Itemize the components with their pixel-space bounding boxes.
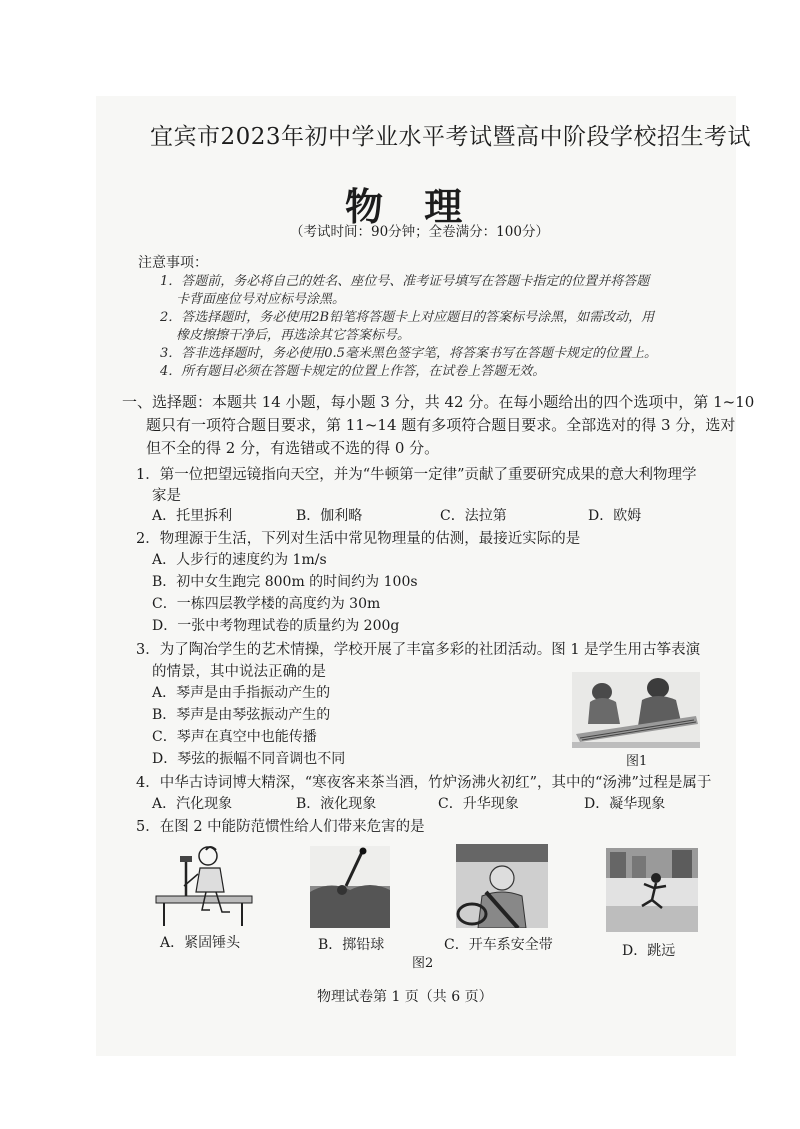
notice-item: 2．答选择题时，务必使用2B铅笔将答题卡上对应题目的答案标号涂黑，如需改动，用: [160, 310, 655, 325]
question-1-stem: 家是: [152, 488, 181, 504]
question-5-stem: 5．在图 2 中能防范惯性给人们带来危害的是: [136, 819, 425, 835]
notice-item: 橡皮擦擦干净后，再选涂其它答案标号。: [176, 328, 411, 343]
q2-option-d: D．一张中考物理试卷的质量约为 200g: [152, 618, 400, 634]
q5-option-a: A．紧固锤头: [160, 935, 241, 951]
shot-put-image: [310, 846, 390, 928]
notice-title: 注意事项：: [138, 255, 208, 271]
q1-option-a: A．托里拆利: [152, 508, 233, 524]
q3-option-a: A．琴声是由手指振动产生的: [152, 685, 331, 701]
q2-option-c: C．一栋四层教学楼的高度约为 30m: [152, 596, 381, 612]
notice-item: 3．答非选择题时，务必使用0.5毫米黑色签字笔，将答案书写在答题卡规定的位置上。: [160, 346, 657, 361]
q1-option-d: D．欧姆: [588, 508, 642, 524]
question-3-stem: 3．为了陶冶学生的艺术情操，学校开展了丰富多彩的社团活动。图 1 是学生用古筝表演: [136, 642, 701, 658]
notice-item: 卡背面座位号对应标号涂黑。: [176, 292, 346, 307]
section-instructions: 一、选择题：本题共 14 小题，每小题 3 分，共 42 分。在每小题给出的四个选项中，第 1~10: [122, 393, 755, 411]
long-jump-image: [606, 848, 698, 932]
q3-option-c: C．琴声在真空中也能传播: [152, 729, 317, 745]
q5-option-b: B．掷铅球: [318, 937, 385, 953]
question-3-stem: 的情景，其中说法正确的是: [152, 664, 326, 680]
question-1-stem: 1．第一位把望远镜指向天空，并为“牛顿第一定律”贡献了重要研究成果的意大利物理学: [136, 467, 697, 483]
q5-option-d: D．跳远: [622, 943, 676, 959]
question-2-stem: 2．物理源于生活，下列对生活中常见物理量的估测，最接近实际的是: [136, 531, 581, 547]
q1-option-b: B．伽利略: [296, 508, 363, 524]
notice-item: 1．答题前，务必将自己的姓名、座位号、准考证号填写在答题卡指定的位置并将答题: [160, 274, 650, 289]
q5-option-c: C．开车系安全带: [444, 937, 553, 953]
subject-title: 物 理: [345, 184, 477, 229]
page-footer: 物理试卷第 1 页（共 6 页）: [317, 989, 493, 1005]
q4-option-d: D．凝华现象: [584, 796, 666, 812]
seatbelt-image: [456, 844, 548, 928]
q2-option-a: A．人步行的速度约为 1m/s: [152, 552, 327, 568]
hammer-tightening-image: [150, 840, 254, 930]
figure-1-label: 图1: [626, 754, 648, 769]
notice-item: 4．所有题目必须在答题卡规定的位置上作答，在试卷上答题无效。: [160, 364, 546, 379]
figure-2-label: 图2: [412, 956, 434, 971]
q4-option-b: B．液化现象: [296, 796, 377, 812]
exam-title: 宜宾市2023年初中学业水平考试暨高中阶段学校招生考试: [150, 124, 752, 150]
q3-option-d: D．琴弦的振幅不同音调也不同: [152, 751, 346, 767]
guzheng-performance-image: [572, 672, 700, 748]
q3-option-b: B．琴声是由琴弦振动产生的: [152, 707, 331, 723]
section-instructions: 但不全的得 2 分，有选错或不选的得 0 分。: [146, 439, 440, 457]
q4-option-c: C．升华现象: [438, 796, 519, 812]
q1-option-c: C．法拉第: [440, 508, 507, 524]
exam-info: （考试时间：90分钟；全卷满分：100分）: [290, 224, 549, 240]
section-instructions: 题只有一项符合题目要求，第 11~14 题有多项符合题目要求。全部选对的得 3 分，选对: [146, 416, 736, 434]
question-4-stem: 4．中华古诗词博大精深，“寒夜客来茶当酒，竹炉汤沸火初红”，其中的“汤沸”过程是属于: [136, 775, 712, 791]
q2-option-b: B．初中女生跑完 800m 的时间约为 100s: [152, 574, 418, 590]
q4-option-a: A．汽化现象: [152, 796, 233, 812]
